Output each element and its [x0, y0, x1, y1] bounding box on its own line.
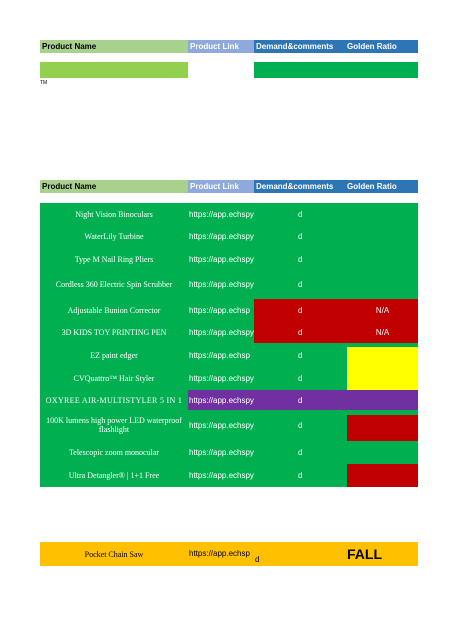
header-product-name-2: Product Name	[40, 180, 188, 193]
table-row-link[interactable]: https://app.echspy	[189, 471, 254, 480]
golden-ratio-red-cell	[347, 464, 418, 487]
header-product-name: Product Name	[40, 40, 188, 53]
table-row-name: 3D KIDS TOY PRINTING PEN	[61, 328, 167, 337]
table-row-demand: d	[298, 447, 303, 457]
table-row-link[interactable]: https://app.echspy	[189, 280, 254, 289]
header-demand-golden-2	[254, 180, 418, 193]
table-row-link[interactable]: https://app.echsp	[189, 350, 250, 360]
table-row-name: Adjustable Bunion Corrector	[67, 306, 161, 315]
table-row-link[interactable]: https://app.echspy	[189, 447, 254, 457]
empty-name-cell	[40, 62, 188, 78]
table-row-name: CVQuattro™ Hair Styler	[73, 374, 155, 383]
header-product-link: Product Link	[188, 40, 254, 53]
golden-ratio-yellow-cell	[347, 347, 418, 390]
table-row-golden: N/A	[347, 322, 418, 343]
table-row-link[interactable]: https://app.echspy	[189, 374, 254, 383]
table-row-demand: d	[298, 232, 303, 241]
table-row-name: Telescopic zoom monocular	[68, 447, 160, 457]
header-demand: Demand&comments	[256, 42, 334, 51]
table-row-link[interactable]: https://app.echspy	[188, 390, 254, 410]
fall-row-link[interactable]: https://app.echsp	[189, 548, 250, 558]
table-row-link[interactable]: https://app.echspy	[189, 209, 254, 219]
table-row-name: Type M Nail Ring Pliers	[74, 254, 154, 264]
table-row-demand: d	[254, 390, 418, 410]
table-row-link[interactable]: https://app.echspy	[189, 420, 254, 430]
fall-row-demand: d	[255, 555, 260, 564]
table-row-link[interactable]: https://app.echspy	[189, 232, 254, 241]
header-golden-ratio: Golden Ratio	[347, 42, 397, 51]
table-row-link[interactable]: https://app.echspy	[189, 328, 254, 337]
header-golden-ratio-2: Golden Ratio	[347, 182, 397, 191]
table-row-demand: d	[298, 350, 303, 360]
header-product-link-2: Product Link	[188, 180, 254, 193]
table-row-link[interactable]: https://app.echsp	[189, 306, 250, 315]
table-row-demand: d	[254, 322, 347, 343]
table-row-name: WaterLily Turbine	[84, 232, 144, 241]
table-row-name: 100K lumens high power LED waterproof flashlight	[46, 416, 182, 434]
table-row-name: Cordless 360 Electric Spin Scrubber	[55, 280, 173, 289]
tm-mark: TM	[40, 80, 48, 86]
table-row-name: OXYREE AIR-MULTISTYLER 5 IN 1	[45, 395, 183, 405]
table-row-demand: d	[254, 299, 347, 322]
table-row-link[interactable]: https://app.echspy	[189, 254, 254, 264]
golden-ratio-red-cell	[347, 415, 418, 441]
table-row-demand: d	[298, 374, 303, 383]
table-row-demand: d	[298, 471, 303, 480]
table-row-name: EZ paint edger	[90, 350, 138, 360]
header-demand-golden	[254, 40, 418, 53]
table-row-demand: d	[298, 254, 303, 264]
header-demand-2: Demand&comments	[256, 182, 334, 191]
table-row-name: Ultra Detangler® | 1+1 Free	[68, 471, 160, 480]
fall-row-name: Pocket Chain Saw	[84, 549, 144, 559]
empty-demand-cell	[254, 62, 418, 78]
table-row-demand: d	[298, 280, 303, 289]
table-row-demand: d	[298, 420, 303, 430]
table-row-demand: d	[298, 209, 303, 219]
table-row-name: Night Vision Binoculars	[75, 209, 153, 219]
fall-status: FALL	[347, 546, 382, 562]
table-row-golden: N/A	[347, 299, 418, 322]
